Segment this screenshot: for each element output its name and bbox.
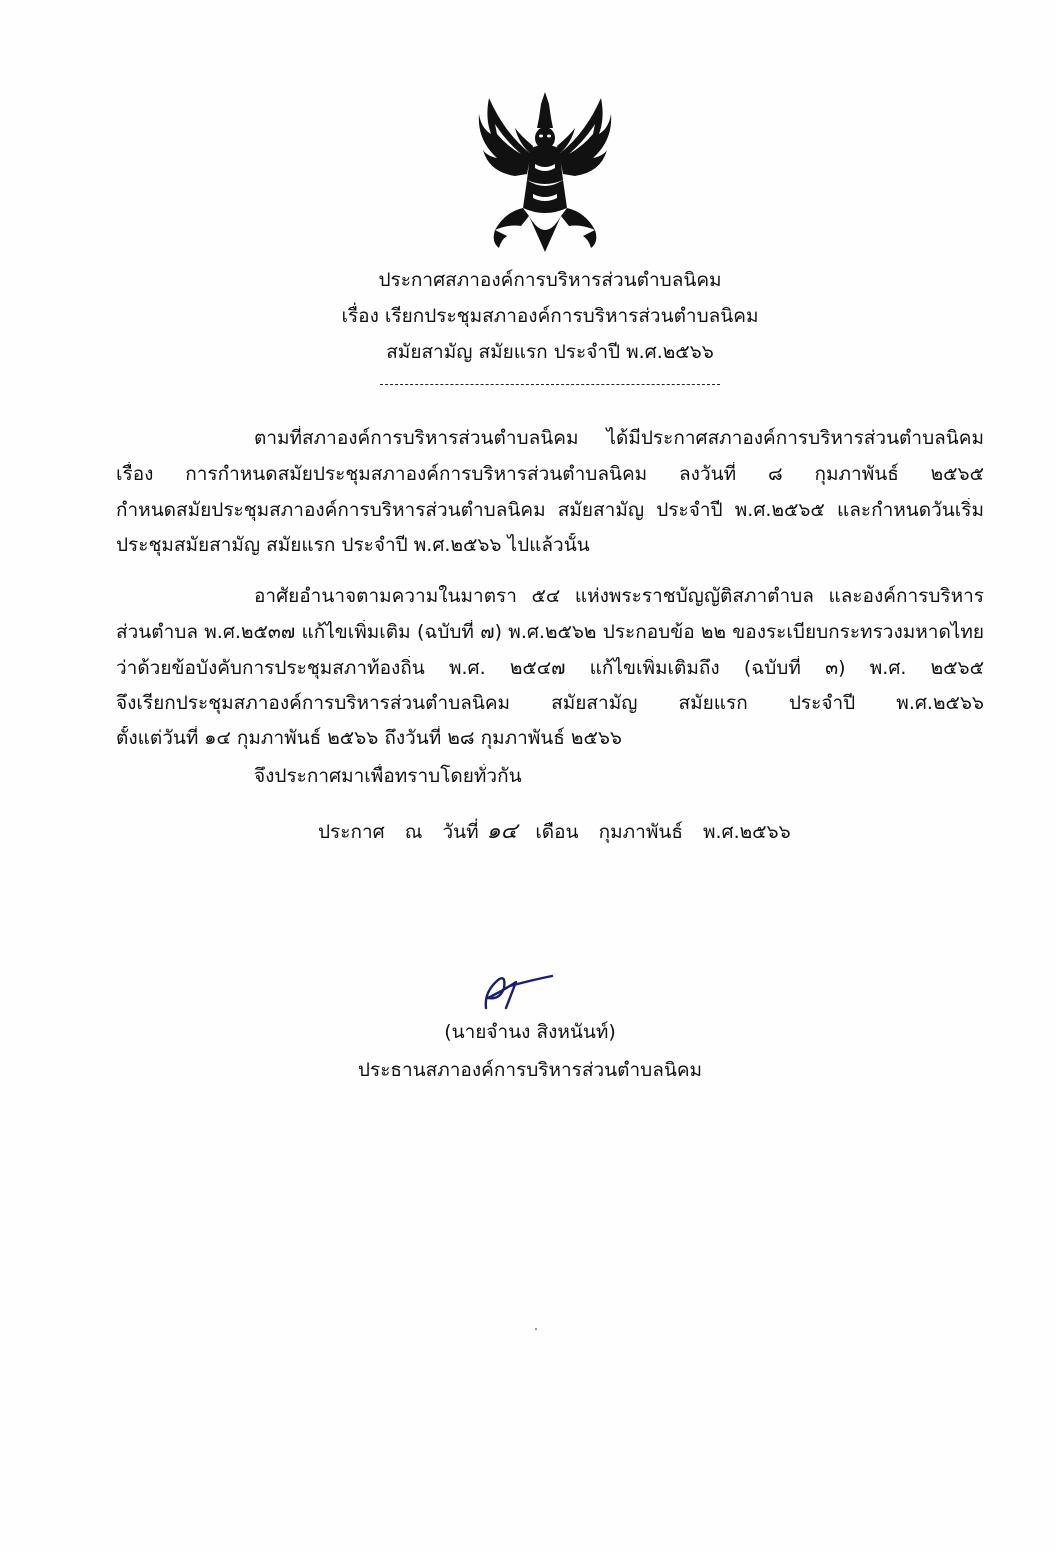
paragraph-2-line: ตั้งแต่วันที่ ๑๔ กุมภาพันธ์ ๒๕๖๖ ถึงวันที่ ๒๘ กุมภาพันธ์ ๒๕๖๖ <box>116 727 622 749</box>
paragraph-1-line: ตามที่สภาองค์การบริหารส่วนตำบลนิคม ได้มีประกาศสภาองค์การบริหารส่วนตำบลนิคม <box>254 427 984 449</box>
paragraph-1-line: ประชุมสมัยสามัญ สมัยแรก ประจำปี พ.ศ.๒๕๖๖ ไปแล้วนั้น <box>116 534 590 556</box>
announcement-subject: เรื่อง เรียกประชุมสภาองค์การบริหารส่วนตำบลนิคม <box>341 305 759 327</box>
paragraph-2-line: จึงเรียกประชุมสภาองค์การบริหารส่วนตำบลนิคม สมัยสามัญ สมัยแรก ประจำปี พ.ศ.๒๕๖๖ <box>116 692 984 714</box>
year-value: พ.ศ.๒๕๖๖ <box>702 821 791 843</box>
day-label: วันที่ <box>442 821 479 843</box>
garuda-emblem-icon <box>475 84 615 254</box>
announcement-date <box>318 820 805 844</box>
paragraph-1-line: กำหนดสมัยประชุมสภาองค์การบริหารส่วนตำบลนิคม สมัยสามัญ ประจำปี พ.ศ.๒๕๖๕ และกำหนดวันเริ่ม <box>116 499 984 521</box>
announcement-title: ประกาศสภาองค์การบริหารส่วนตำบลนิคม <box>378 269 722 291</box>
at-label: ณ <box>404 821 423 843</box>
signer-position: ประธานสภาองค์การบริหารส่วนตำบลนิคม <box>357 1059 703 1081</box>
announced-label: ประกาศ <box>318 821 385 843</box>
month-label: เดือน <box>535 821 579 843</box>
paragraph-2-line: ว่าด้วยข้อบังคับการประชุมสภาท้องถิ่น พ.ศ. ๒๕๔๗ แก้ไขเพิ่มเติมถึง (ฉบับที่ ๓) พ.ศ. ๒๕๖๕ <box>116 657 984 679</box>
paragraph-1-line: เรื่อง การกำหนดสมัยประชุมสภาองค์การบริหารส่วนตำบลนิคม ลงวันที่ ๘ กุมภาพันธ์ ๒๕๖๕ <box>116 463 984 485</box>
month-value: กุมภาพันธ์ <box>598 821 683 843</box>
paragraph-2-line: อาศัยอำนาจตามความในมาตรา ๕๔ แห่งพระราชบัญญัติสภาตำบล และองค์การบริหาร <box>254 585 984 607</box>
day-value: ๑๔ <box>486 819 518 844</box>
paper-speck <box>535 1328 537 1330</box>
header-divider <box>380 384 720 385</box>
paragraph-2-line: ส่วนตำบล พ.ศ.๒๕๓๗ แก้ไขเพิ่มเติม (ฉบับที่ ๗) พ.ศ.๒๕๖๒ ประกอบข้อ ๒๒ ของระเบียบกระทรวงมหาดไทย <box>116 621 984 643</box>
signer-name: (นายจำนง สิงหนันท์) <box>444 1021 616 1043</box>
handwritten-signature <box>476 968 560 1012</box>
announcement-session: สมัยสามัญ สมัยแรก ประจำปี พ.ศ.๒๕๖๖ <box>386 341 714 363</box>
closing-statement: จึงประกาศมาเพื่อทราบโดยทั่วกัน <box>254 765 522 787</box>
